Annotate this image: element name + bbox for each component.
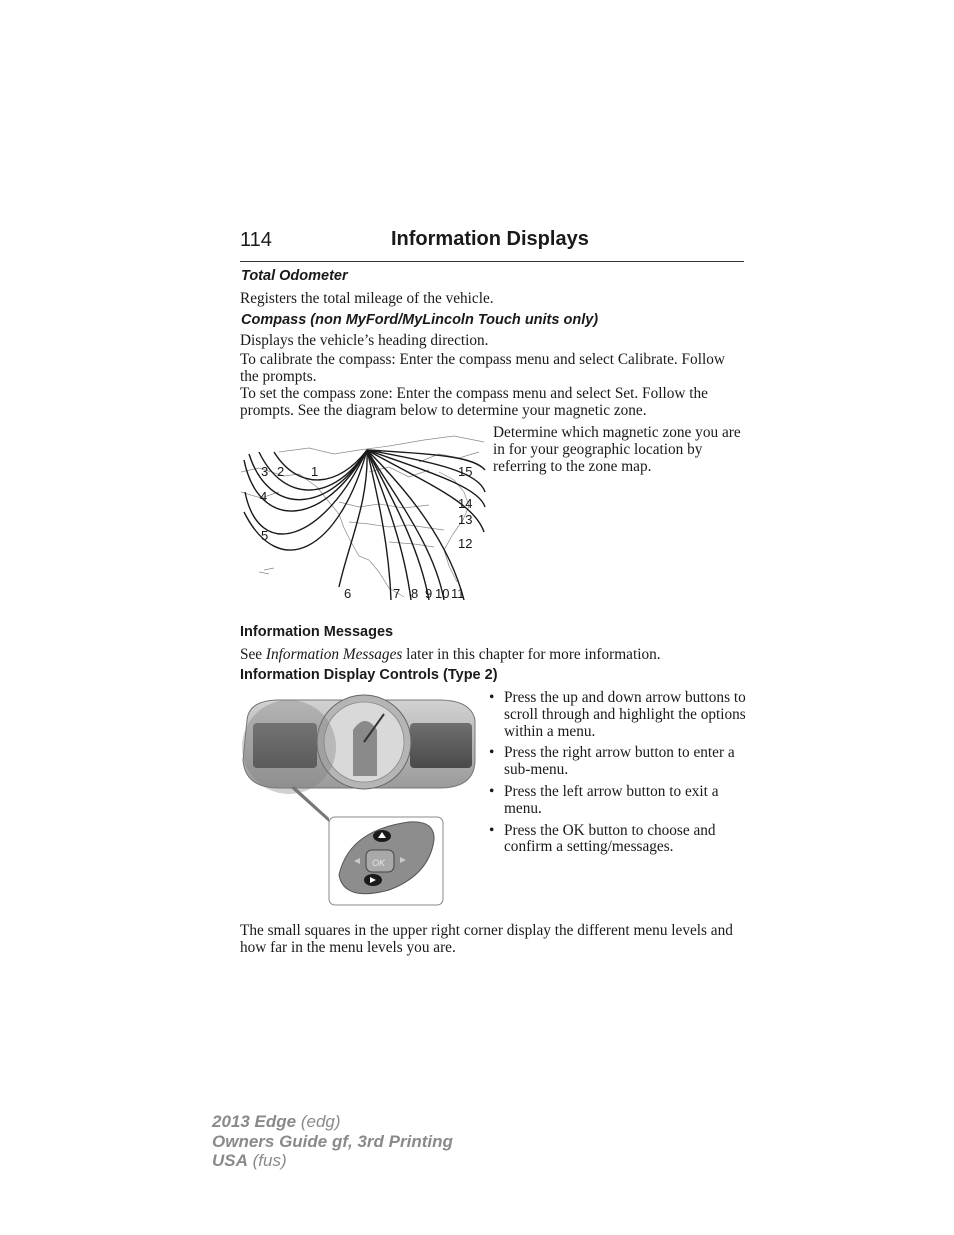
magnetic-zone-map <box>239 432 487 604</box>
zone-label-13: 13 <box>458 512 473 527</box>
ok-button-label: OK <box>372 858 386 868</box>
footer-model: 2013 Edge <box>212 1112 297 1131</box>
instrument-cluster-figure <box>239 690 479 910</box>
page-footer <box>212 1112 453 1171</box>
zone-label-1: 1 <box>311 464 319 479</box>
footer-line-2 <box>212 1132 453 1152</box>
zone-label-8: 8 <box>411 586 419 601</box>
info-messages-prefix: See <box>240 646 266 663</box>
page-number: 114 <box>240 229 272 251</box>
bullet-item: • Press the up and down arrow buttons to scroll through and highlight the options within a menu. <box>488 690 746 740</box>
zone-label-14: 14 <box>458 496 473 511</box>
controls-bullet-list <box>488 690 746 861</box>
zone-label-12: 12 <box>458 536 473 551</box>
footer-guide: Owners Guide gf, 3rd Printing <box>212 1131 453 1151</box>
info-messages-xref: Information Messages <box>265 646 403 663</box>
zone-label-5: 5 <box>261 528 269 543</box>
zone-map-instructions: Determine which magnetic zone you are in for your geographic location by referring to the zone map. <box>493 424 741 475</box>
page-header <box>240 229 744 262</box>
zone-label-6: 6 <box>344 586 352 601</box>
bullet-item: • Press the right arrow button to enter a sub-menu. <box>488 745 746 779</box>
info-messages-heading: Information Messages <box>240 624 394 640</box>
chapter-title: Information Displays <box>391 228 589 250</box>
info-messages-text <box>240 647 745 664</box>
compass-para-heading: Displays the vehicle’s heading direction. <box>240 332 489 349</box>
zone-label-9: 9 <box>425 586 433 601</box>
zone-label-10: 10 <box>435 586 450 601</box>
zone-label-7: 7 <box>393 586 401 601</box>
highlight-circle <box>242 700 336 794</box>
compass-para-zone: To set the compass zone: Enter the compass menu and select Set. Follow the prompts. See the diagram below to determine your magnetic zone. <box>240 385 708 419</box>
total-odometer-text: Registers the total mileage of the vehicle. <box>240 290 494 307</box>
zone-label-4: 4 <box>260 489 268 504</box>
zone-label-11: 11 <box>451 586 465 601</box>
callout-pointer <box>291 786 329 822</box>
footer-line-1 <box>212 1112 453 1132</box>
zone-label-2: 2 <box>277 464 285 479</box>
zone-label-3: 3 <box>261 464 269 479</box>
total-odometer-heading: Total Odometer <box>241 268 348 284</box>
footer-market-code: (fus) <box>247 1151 287 1170</box>
footer-line-3 <box>212 1151 453 1171</box>
zone-label-15: 15 <box>458 464 473 479</box>
compass-heading: Compass (non MyFord/MyLincoln Touch units only) <box>241 312 599 328</box>
bullet-item: • Press the left arrow button to exit a menu. <box>488 784 746 818</box>
controls-heading: Information Display Controls (Type 2) <box>240 667 498 683</box>
info-messages-suffix: later in this chapter for more information. <box>402 646 661 663</box>
menu-levels-note: The small squares in the upper right corner display the different menu levels and how far in the menu levels you are. <box>240 922 733 956</box>
bullet-item: • Press the OK button to choose and confirm a setting/messages. <box>488 823 746 857</box>
footer-market: USA <box>212 1151 248 1170</box>
compass-para-calibrate: To calibrate the compass: Enter the compass menu and select Calibrate. Follow the prompts. <box>240 351 725 385</box>
footer-model-code: (edg) <box>296 1112 341 1131</box>
